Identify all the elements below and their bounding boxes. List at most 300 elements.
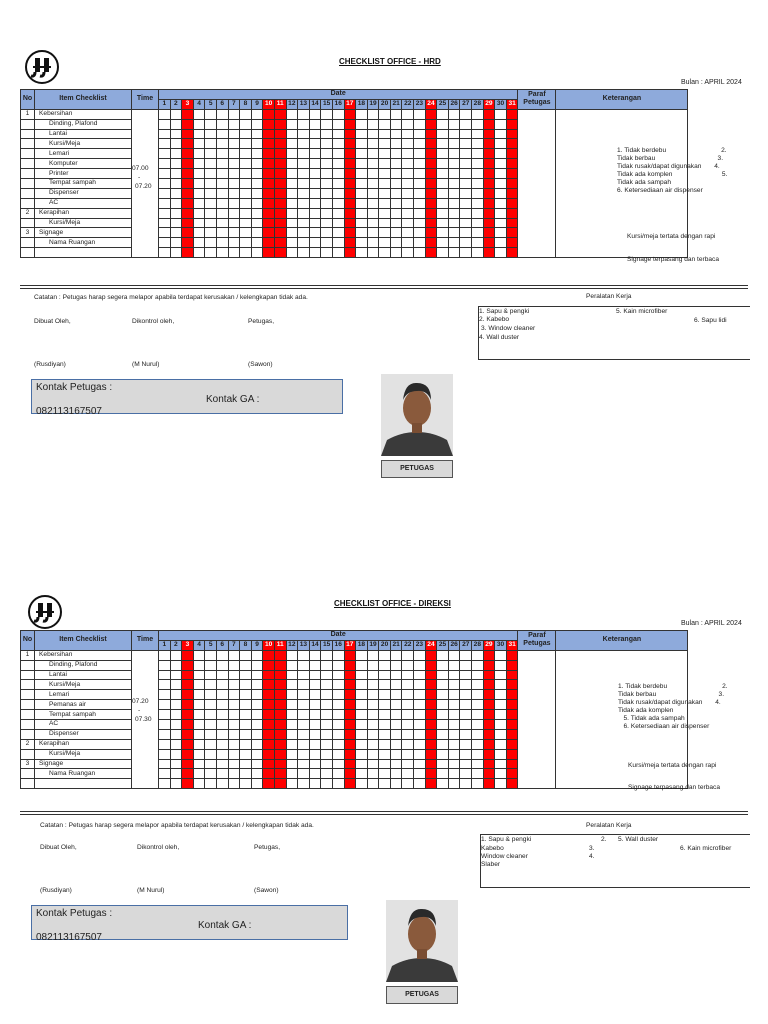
check-cell[interactable] — [286, 720, 298, 730]
check-cell[interactable] — [228, 670, 240, 680]
check-cell[interactable] — [309, 759, 321, 769]
check-cell[interactable] — [425, 188, 437, 198]
check-cell[interactable] — [495, 198, 507, 208]
check-cell[interactable] — [170, 670, 182, 680]
check-cell[interactable] — [298, 169, 310, 179]
check-cell[interactable] — [274, 218, 286, 228]
check-cell[interactable] — [460, 218, 472, 228]
check-cell[interactable] — [367, 690, 379, 700]
check-cell[interactable] — [251, 759, 263, 769]
check-cell[interactable] — [437, 179, 449, 189]
check-cell[interactable] — [159, 188, 171, 198]
check-cell[interactable] — [216, 129, 228, 139]
check-cell[interactable] — [182, 670, 194, 680]
check-cell[interactable] — [390, 720, 402, 730]
check-cell[interactable] — [240, 248, 252, 258]
check-cell[interactable] — [274, 749, 286, 759]
check-cell[interactable] — [182, 779, 194, 789]
check-cell[interactable] — [367, 739, 379, 749]
check-cell[interactable] — [240, 749, 252, 759]
check-cell[interactable] — [286, 769, 298, 779]
check-cell[interactable] — [228, 139, 240, 149]
check-cell[interactable] — [170, 119, 182, 129]
check-cell[interactable] — [344, 149, 356, 159]
check-cell[interactable] — [298, 700, 310, 710]
check-cell[interactable] — [332, 218, 344, 228]
check-cell[interactable] — [240, 119, 252, 129]
check-cell[interactable] — [506, 710, 518, 720]
check-cell[interactable] — [402, 729, 414, 739]
check-cell[interactable] — [263, 198, 275, 208]
check-cell[interactable] — [193, 779, 205, 789]
check-cell[interactable] — [298, 779, 310, 789]
check-cell[interactable] — [344, 188, 356, 198]
check-cell[interactable] — [216, 119, 228, 129]
check-cell[interactable] — [182, 159, 194, 169]
check-cell[interactable] — [390, 660, 402, 670]
check-cell[interactable] — [321, 690, 333, 700]
check-cell[interactable] — [506, 650, 518, 660]
check-cell[interactable] — [414, 710, 426, 720]
check-cell[interactable] — [182, 680, 194, 690]
check-cell[interactable] — [216, 198, 228, 208]
check-cell[interactable] — [193, 228, 205, 238]
check-cell[interactable] — [321, 779, 333, 789]
check-cell[interactable] — [448, 248, 460, 258]
check-cell[interactable] — [379, 680, 391, 690]
check-cell[interactable] — [402, 710, 414, 720]
check-cell[interactable] — [309, 720, 321, 730]
check-cell[interactable] — [321, 720, 333, 730]
check-cell[interactable] — [159, 169, 171, 179]
check-cell[interactable] — [506, 129, 518, 139]
check-cell[interactable] — [356, 660, 368, 670]
check-cell[interactable] — [356, 248, 368, 258]
check-cell[interactable] — [193, 109, 205, 119]
check-cell[interactable] — [437, 139, 449, 149]
check-cell[interactable] — [402, 129, 414, 139]
check-cell[interactable] — [332, 228, 344, 238]
check-cell[interactable] — [448, 720, 460, 730]
check-cell[interactable] — [344, 198, 356, 208]
check-cell[interactable] — [216, 238, 228, 248]
check-cell[interactable] — [240, 720, 252, 730]
check-cell[interactable] — [367, 779, 379, 789]
check-cell[interactable] — [332, 769, 344, 779]
check-cell[interactable] — [344, 169, 356, 179]
check-cell[interactable] — [251, 179, 263, 189]
check-cell[interactable] — [263, 238, 275, 248]
check-cell[interactable] — [367, 198, 379, 208]
check-cell[interactable] — [356, 149, 368, 159]
check-cell[interactable] — [506, 739, 518, 749]
check-cell[interactable] — [414, 759, 426, 769]
check-cell[interactable] — [483, 700, 495, 710]
check-cell[interactable] — [402, 109, 414, 119]
check-cell[interactable] — [332, 238, 344, 248]
check-cell[interactable] — [483, 680, 495, 690]
check-cell[interactable] — [437, 660, 449, 670]
check-cell[interactable] — [483, 139, 495, 149]
check-cell[interactable] — [309, 179, 321, 189]
check-cell[interactable] — [414, 139, 426, 149]
check-cell[interactable] — [379, 228, 391, 238]
check-cell[interactable] — [460, 739, 472, 749]
check-cell[interactable] — [437, 119, 449, 129]
check-cell[interactable] — [344, 739, 356, 749]
check-cell[interactable] — [216, 720, 228, 730]
check-cell[interactable] — [356, 779, 368, 789]
check-cell[interactable] — [402, 739, 414, 749]
check-cell[interactable] — [170, 729, 182, 739]
check-cell[interactable] — [298, 218, 310, 228]
check-cell[interactable] — [263, 159, 275, 169]
check-cell[interactable] — [251, 139, 263, 149]
check-cell[interactable] — [437, 670, 449, 680]
check-cell[interactable] — [425, 109, 437, 119]
check-cell[interactable] — [425, 729, 437, 739]
check-cell[interactable] — [506, 139, 518, 149]
check-cell[interactable] — [379, 238, 391, 248]
check-cell[interactable] — [228, 109, 240, 119]
check-cell[interactable] — [495, 149, 507, 159]
check-cell[interactable] — [298, 670, 310, 680]
check-cell[interactable] — [472, 119, 484, 129]
check-cell[interactable] — [240, 729, 252, 739]
check-cell[interactable] — [472, 690, 484, 700]
check-cell[interactable] — [286, 739, 298, 749]
check-cell[interactable] — [460, 720, 472, 730]
check-cell[interactable] — [367, 680, 379, 690]
check-cell[interactable] — [425, 238, 437, 248]
check-cell[interactable] — [309, 109, 321, 119]
check-cell[interactable] — [159, 660, 171, 670]
check-cell[interactable] — [495, 670, 507, 680]
check-cell[interactable] — [448, 238, 460, 248]
check-cell[interactable] — [344, 670, 356, 680]
check-cell[interactable] — [182, 710, 194, 720]
check-cell[interactable] — [332, 119, 344, 129]
check-cell[interactable] — [170, 149, 182, 159]
check-cell[interactable] — [263, 139, 275, 149]
paraf-cell[interactable] — [518, 109, 556, 257]
check-cell[interactable] — [251, 119, 263, 129]
check-cell[interactable] — [182, 238, 194, 248]
check-cell[interactable] — [495, 169, 507, 179]
check-cell[interactable] — [367, 248, 379, 258]
check-cell[interactable] — [263, 690, 275, 700]
check-cell[interactable] — [286, 779, 298, 789]
check-cell[interactable] — [414, 660, 426, 670]
check-cell[interactable] — [228, 720, 240, 730]
check-cell[interactable] — [240, 198, 252, 208]
check-cell[interactable] — [402, 218, 414, 228]
check-cell[interactable] — [425, 779, 437, 789]
check-cell[interactable] — [193, 159, 205, 169]
check-cell[interactable] — [228, 179, 240, 189]
check-cell[interactable] — [402, 198, 414, 208]
check-cell[interactable] — [170, 198, 182, 208]
check-cell[interactable] — [402, 179, 414, 189]
check-cell[interactable] — [321, 769, 333, 779]
check-cell[interactable] — [414, 228, 426, 238]
check-cell[interactable] — [390, 129, 402, 139]
check-cell[interactable] — [159, 710, 171, 720]
check-cell[interactable] — [309, 238, 321, 248]
check-cell[interactable] — [414, 119, 426, 129]
check-cell[interactable] — [425, 149, 437, 159]
check-cell[interactable] — [216, 228, 228, 238]
check-cell[interactable] — [251, 660, 263, 670]
check-cell[interactable] — [402, 149, 414, 159]
check-cell[interactable] — [205, 779, 217, 789]
check-cell[interactable] — [344, 228, 356, 238]
check-cell[interactable] — [344, 700, 356, 710]
check-cell[interactable] — [390, 779, 402, 789]
check-cell[interactable] — [506, 228, 518, 238]
check-cell[interactable] — [414, 650, 426, 660]
check-cell[interactable] — [472, 680, 484, 690]
check-cell[interactable] — [483, 690, 495, 700]
check-cell[interactable] — [286, 680, 298, 690]
check-cell[interactable] — [437, 680, 449, 690]
check-cell[interactable] — [205, 248, 217, 258]
check-cell[interactable] — [472, 208, 484, 218]
check-cell[interactable] — [321, 670, 333, 680]
check-cell[interactable] — [332, 208, 344, 218]
check-cell[interactable] — [483, 228, 495, 238]
check-cell[interactable] — [170, 690, 182, 700]
check-cell[interactable] — [228, 228, 240, 238]
check-cell[interactable] — [344, 159, 356, 169]
check-cell[interactable] — [506, 720, 518, 730]
check-cell[interactable] — [402, 670, 414, 680]
check-cell[interactable] — [309, 119, 321, 129]
check-cell[interactable] — [159, 208, 171, 218]
check-cell[interactable] — [483, 660, 495, 670]
check-cell[interactable] — [367, 119, 379, 129]
check-cell[interactable] — [425, 680, 437, 690]
check-cell[interactable] — [170, 660, 182, 670]
check-cell[interactable] — [472, 218, 484, 228]
check-cell[interactable] — [263, 169, 275, 179]
check-cell[interactable] — [274, 188, 286, 198]
check-cell[interactable] — [309, 660, 321, 670]
check-cell[interactable] — [402, 188, 414, 198]
check-cell[interactable] — [460, 129, 472, 139]
check-cell[interactable] — [170, 680, 182, 690]
check-cell[interactable] — [356, 179, 368, 189]
check-cell[interactable] — [367, 238, 379, 248]
check-cell[interactable] — [506, 729, 518, 739]
check-cell[interactable] — [309, 680, 321, 690]
check-cell[interactable] — [309, 710, 321, 720]
check-cell[interactable] — [356, 670, 368, 680]
check-cell[interactable] — [251, 769, 263, 779]
check-cell[interactable] — [251, 650, 263, 660]
check-cell[interactable] — [216, 218, 228, 228]
check-cell[interactable] — [402, 660, 414, 670]
check-cell[interactable] — [437, 739, 449, 749]
check-cell[interactable] — [159, 729, 171, 739]
check-cell[interactable] — [495, 749, 507, 759]
check-cell[interactable] — [170, 700, 182, 710]
check-cell[interactable] — [437, 198, 449, 208]
check-cell[interactable] — [448, 769, 460, 779]
check-cell[interactable] — [159, 759, 171, 769]
check-cell[interactable] — [205, 198, 217, 208]
check-cell[interactable] — [298, 720, 310, 730]
check-cell[interactable] — [263, 710, 275, 720]
check-cell[interactable] — [448, 188, 460, 198]
check-cell[interactable] — [274, 690, 286, 700]
check-cell[interactable] — [390, 228, 402, 238]
check-cell[interactable] — [390, 188, 402, 198]
check-cell[interactable] — [344, 710, 356, 720]
check-cell[interactable] — [170, 779, 182, 789]
check-cell[interactable] — [472, 660, 484, 670]
check-cell[interactable] — [460, 228, 472, 238]
check-cell[interactable] — [483, 650, 495, 660]
check-cell[interactable] — [274, 660, 286, 670]
check-cell[interactable] — [448, 159, 460, 169]
check-cell[interactable] — [506, 238, 518, 248]
check-cell[interactable] — [448, 119, 460, 129]
check-cell[interactable] — [448, 690, 460, 700]
check-cell[interactable] — [437, 700, 449, 710]
check-cell[interactable] — [251, 169, 263, 179]
check-cell[interactable] — [263, 179, 275, 189]
check-cell[interactable] — [483, 729, 495, 739]
check-cell[interactable] — [182, 729, 194, 739]
check-cell[interactable] — [251, 248, 263, 258]
check-cell[interactable] — [182, 119, 194, 129]
check-cell[interactable] — [228, 700, 240, 710]
check-cell[interactable] — [402, 700, 414, 710]
check-cell[interactable] — [414, 739, 426, 749]
check-cell[interactable] — [472, 238, 484, 248]
check-cell[interactable] — [240, 650, 252, 660]
check-cell[interactable] — [483, 188, 495, 198]
check-cell[interactable] — [228, 759, 240, 769]
check-cell[interactable] — [483, 769, 495, 779]
check-cell[interactable] — [506, 109, 518, 119]
check-cell[interactable] — [228, 248, 240, 258]
check-cell[interactable] — [298, 238, 310, 248]
check-cell[interactable] — [193, 739, 205, 749]
check-cell[interactable] — [159, 109, 171, 119]
check-cell[interactable] — [216, 759, 228, 769]
check-cell[interactable] — [506, 660, 518, 670]
check-cell[interactable] — [298, 139, 310, 149]
check-cell[interactable] — [193, 198, 205, 208]
check-cell[interactable] — [159, 739, 171, 749]
check-cell[interactable] — [402, 119, 414, 129]
check-cell[interactable] — [414, 248, 426, 258]
check-cell[interactable] — [251, 109, 263, 119]
check-cell[interactable] — [344, 139, 356, 149]
check-cell[interactable] — [193, 690, 205, 700]
check-cell[interactable] — [390, 208, 402, 218]
check-cell[interactable] — [344, 660, 356, 670]
check-cell[interactable] — [298, 159, 310, 169]
check-cell[interactable] — [193, 720, 205, 730]
check-cell[interactable] — [472, 139, 484, 149]
check-cell[interactable] — [390, 700, 402, 710]
check-cell[interactable] — [344, 779, 356, 789]
check-cell[interactable] — [240, 769, 252, 779]
check-cell[interactable] — [263, 188, 275, 198]
check-cell[interactable] — [495, 729, 507, 739]
check-cell[interactable] — [274, 729, 286, 739]
check-cell[interactable] — [506, 680, 518, 690]
check-cell[interactable] — [298, 759, 310, 769]
check-cell[interactable] — [495, 218, 507, 228]
check-cell[interactable] — [182, 720, 194, 730]
check-cell[interactable] — [495, 660, 507, 670]
check-cell[interactable] — [367, 139, 379, 149]
check-cell[interactable] — [402, 228, 414, 238]
check-cell[interactable] — [448, 749, 460, 759]
check-cell[interactable] — [483, 720, 495, 730]
check-cell[interactable] — [460, 109, 472, 119]
check-cell[interactable] — [483, 159, 495, 169]
check-cell[interactable] — [367, 660, 379, 670]
check-cell[interactable] — [309, 690, 321, 700]
check-cell[interactable] — [356, 739, 368, 749]
check-cell[interactable] — [448, 169, 460, 179]
check-cell[interactable] — [205, 188, 217, 198]
check-cell[interactable] — [495, 238, 507, 248]
check-cell[interactable] — [367, 749, 379, 759]
check-cell[interactable] — [216, 208, 228, 218]
check-cell[interactable] — [228, 159, 240, 169]
check-cell[interactable] — [344, 769, 356, 779]
check-cell[interactable] — [460, 670, 472, 680]
check-cell[interactable] — [240, 179, 252, 189]
check-cell[interactable] — [274, 739, 286, 749]
check-cell[interactable] — [390, 670, 402, 680]
check-cell[interactable] — [205, 129, 217, 139]
check-cell[interactable] — [437, 188, 449, 198]
check-cell[interactable] — [205, 139, 217, 149]
check-cell[interactable] — [506, 690, 518, 700]
check-cell[interactable] — [205, 218, 217, 228]
check-cell[interactable] — [321, 129, 333, 139]
check-cell[interactable] — [193, 670, 205, 680]
check-cell[interactable] — [321, 710, 333, 720]
check-cell[interactable] — [274, 119, 286, 129]
check-cell[interactable] — [448, 700, 460, 710]
check-cell[interactable] — [425, 159, 437, 169]
check-cell[interactable] — [379, 179, 391, 189]
check-cell[interactable] — [251, 680, 263, 690]
check-cell[interactable] — [274, 149, 286, 159]
check-cell[interactable] — [332, 188, 344, 198]
check-cell[interactable] — [472, 759, 484, 769]
check-cell[interactable] — [309, 700, 321, 710]
check-cell[interactable] — [437, 218, 449, 228]
check-cell[interactable] — [298, 690, 310, 700]
check-cell[interactable] — [251, 218, 263, 228]
check-cell[interactable] — [379, 710, 391, 720]
check-cell[interactable] — [495, 759, 507, 769]
check-cell[interactable] — [472, 729, 484, 739]
check-cell[interactable] — [309, 218, 321, 228]
check-cell[interactable] — [274, 228, 286, 238]
check-cell[interactable] — [251, 739, 263, 749]
check-cell[interactable] — [356, 218, 368, 228]
